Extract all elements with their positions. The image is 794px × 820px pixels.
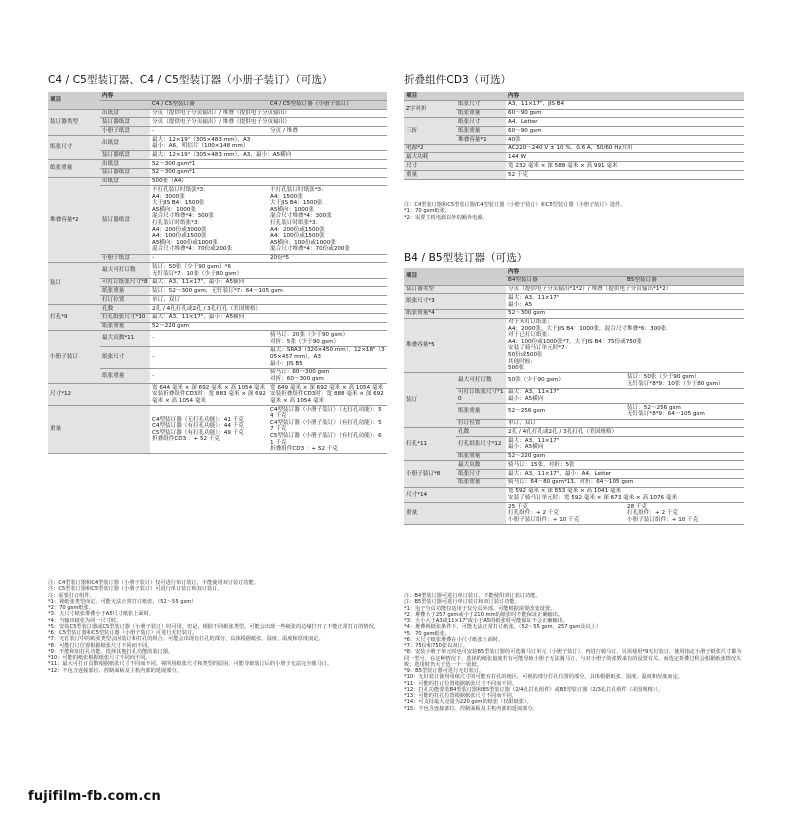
cell-value: 最大：12×19"（305×483 mm），A3 最小：A6，明信片（100×148 mm） bbox=[150, 135, 387, 150]
cell-value: 52～220 gsm bbox=[506, 452, 744, 461]
cell-value: 骑马订：20张（少于90 gsm） 对折：5张（少于90 gsm） bbox=[268, 331, 387, 346]
table-row bbox=[404, 487, 744, 502]
cell-value: 500张（A4） bbox=[150, 177, 387, 186]
table-header-row bbox=[48, 92, 387, 100]
row-sublabel: 小册子纸盘 bbox=[100, 254, 150, 263]
cell-value: 2孔 / 4孔打孔或2孔 / 3孔打孔（美国规格） bbox=[506, 428, 744, 437]
cell-value: 骑马订：15张，对折：5张 bbox=[506, 461, 744, 470]
notes-text: 注：B4型装订器可进行单订装订，不能使用双订装订功能。 注：B5型装订器可进行单订装订和双订装订功能。 *1：电子分页功能仅适用于仅分页外部。可能根据需要改变设置。 *2：堆叠大于257 gsm或小于210 mm的纸张时不能保证正确输出。 *3：大小大于A3或11×17"或小于A5的纸张时可能保证不会正确输出。 *4：堆叠视纸张条件下，可能无法正常打订纸张。（52～55 gsm，257 gsm及以上） *5：70 gsm纸张。 *6：大尺寸纸张堆叠在小尺寸纸张上面时。 *7：75份和750张以双订。 *8：安装小册子单元时也可安装B5型装订器的可选骑马订单元（小册子装订），再进行骑马订，另需使用*9无钉装订，使用指定小册子纸张尺寸都为同一型号。在这种情况下，选择的纸张量度若有可能导致小册子无法骑马订，与对小册子的张数来有的设置有关，而选定折叠过程会根据纸张情况失败；选用时仍大于选一个一张纸。 *9：B5型装订器可进行无钉装订。 *10：无钉装订使用用纸尺寸的可能有打孔的地区，可视的部分打孔位置的部分，具体根据纸张、湿度、温度和厚度而定。 *11：可能的打订位置根据纸张尺寸不同而不同。 *12：打孔功能要装B4型装订器和B5型装订器（2/4孔打孔组件）或B5型装订器（2/3孔打孔组件（美国规格））。 *13：可能的打孔位置根据纸张尺寸不同而不同。 *14：可支持最大克量为220 gsm的纸张（仅限纸张）。 *15：不包含连接部位、控制面板及主机内部的延展部分。 bbox=[404, 593, 742, 712]
table-row bbox=[404, 171, 744, 180]
cell-value: C4型装订器（小册子装订）（无打孔功能）：54 千克 C4型装订器（小册子装订）（有打孔功能）：57 千克 C5型装订器（小册子装订）（有打孔功能）：61 千克 折叠组件CD3 ：+ 52 千克 bbox=[268, 406, 387, 454]
finisher-b4-b5-notes bbox=[404, 593, 744, 712]
row-label: 装订 bbox=[48, 263, 100, 305]
row-sublabel: 纸张重量 bbox=[100, 368, 150, 383]
notes-text: 注：C4型装订器和C5型装订器/C4型装订器（小册子装订）和C5型装订器（小册子装订）选件。 *1：70 gsm纸张。 *2：需要主机电源以外的额外电源。 bbox=[404, 202, 626, 221]
cell-value: 骑马订：60～300 gsm 对折：60～300 gsm bbox=[268, 368, 387, 383]
row-sublabel: 最大可打订数 bbox=[456, 373, 506, 388]
table-row bbox=[404, 144, 744, 153]
table-row bbox=[48, 331, 387, 346]
table-header-row bbox=[404, 268, 744, 276]
cell-value: - bbox=[150, 368, 268, 383]
row-sublabel: 出纸盘 bbox=[100, 109, 150, 118]
row-label: 尺寸 bbox=[404, 162, 506, 171]
table-row bbox=[404, 118, 744, 127]
cell-value: 28 千克 打孔组件：+ 2 千克 小册子装订组件：+ 10 千克 bbox=[625, 503, 744, 525]
header-content: 内容 bbox=[506, 268, 744, 276]
finisher-c4-c5-title: C4 / C5型装订器、C4 / C5型装订器（小册子装订）（可选） bbox=[48, 74, 333, 86]
cell-value: 最大：A3，11×17" 最小：A5横向 bbox=[506, 388, 744, 403]
cell-value: 分页（提供电子分页输出）/ 堆叠（提供电子分页输出） bbox=[150, 109, 387, 118]
header-item: 项目 bbox=[404, 268, 506, 285]
cell-value: 单订，双订 bbox=[150, 296, 387, 305]
cell-value: 最大：A3，11×17"，最小：A5横向 bbox=[150, 278, 387, 287]
cell-value: 不打孔装订时纸张*3： A4：3000张 大于JIS B4：1500张 A5横向：1000张 混合尺寸堆叠*4：300张 打孔装订时纸张*3： A4：200份或3000张 A4：100份或1500张 A5横向：100份或1000张 混合尺寸堆叠*4：70份或200张 bbox=[150, 186, 268, 254]
header-content: 内容 bbox=[506, 92, 744, 100]
cell-value: - bbox=[150, 254, 268, 263]
row-sublabel: 可打订纸张尺寸*10 bbox=[456, 388, 506, 403]
row-sublabel: 装订器纸盘 bbox=[100, 186, 150, 254]
row-sublabel: 纸张尺寸 bbox=[456, 470, 506, 479]
table-row bbox=[404, 100, 744, 109]
cell-value: 分页（提供电子分页输出*1*2）/ 堆叠（提供电子分页输出*1*2） bbox=[506, 285, 744, 294]
cell-value: 装订：50张（少于90 gsm） 无钉装订*8*9：10张（少于80 gsm） bbox=[625, 373, 744, 388]
row-sublabel: 孔数 bbox=[456, 428, 506, 437]
cell-value: 最大：A3，11×17"，最小：A4，Letter bbox=[506, 470, 744, 479]
row-label: Z字对折 bbox=[404, 100, 456, 118]
cell-value: 25 千克 打孔组件：+ 2 千克 小册子装订组件：+ 10 千克 bbox=[506, 503, 625, 525]
cell-value: A4，Letter bbox=[506, 118, 744, 127]
cell-value: 分页（提供电子分页输出）/ 堆叠（提供电子分页输出） bbox=[150, 118, 387, 127]
cell-value: A3，11×17"，JIS B4 bbox=[506, 100, 744, 109]
cell-value: 宽 592 毫米 × 深 653 毫米 × 高 1041 毫米 安装了骑马订单元时：宽 592 毫米 × 深 673 毫米 × 高 1076 毫米 bbox=[506, 487, 744, 502]
row-label: 纸张尺寸*3 bbox=[404, 294, 506, 309]
row-sublabel: 纸张重量 bbox=[456, 127, 506, 136]
table-row bbox=[48, 135, 387, 150]
cell-value: 144 W bbox=[506, 153, 744, 162]
website-url[interactable]: fujifilm-fb.com.cn bbox=[28, 789, 161, 804]
table-row bbox=[404, 318, 744, 373]
table-row bbox=[404, 428, 744, 437]
header-content: 内容 bbox=[100, 92, 387, 100]
table-row bbox=[404, 162, 744, 171]
row-sublabel: 纸张重量 bbox=[456, 109, 506, 118]
row-label: 纸张重量 bbox=[48, 160, 100, 178]
cell-value: 52～256 gsm bbox=[506, 404, 625, 419]
table-row bbox=[48, 384, 387, 406]
cell-value: 2孔 / 4孔打孔或2孔 / 3孔打孔（美国规格） bbox=[150, 305, 387, 314]
table-header-row bbox=[404, 92, 744, 100]
table-row bbox=[48, 177, 387, 186]
cell-value: C4型装订器（无打孔功能）：41 千克 C4型装订器（有打孔功能）：44 千克 C5型装订器（有打孔功能）：49 千克 折叠组件CD3 ：+ 52 千克 bbox=[150, 406, 268, 454]
table-row bbox=[48, 263, 387, 278]
cell-value: 最大：12×19"（305×483 mm），A3，最小：A5横向 bbox=[150, 151, 387, 160]
cell-value: 50张（少于90 gsm） bbox=[506, 373, 625, 388]
finisher-c4-c5-table bbox=[48, 92, 387, 454]
cell-value: 分页 / 堆叠 bbox=[268, 127, 387, 136]
cell-value: 52～220 gsm bbox=[150, 322, 387, 331]
cell-value: 骑马订：64～80 gsm*13，对折：64～105 gsm bbox=[506, 478, 744, 487]
row-sublabel: 堆叠容量*1 bbox=[456, 135, 506, 144]
row-sublabel: 装订器纸盘 bbox=[100, 118, 150, 127]
cell-value: 52～300 gsm bbox=[506, 309, 744, 318]
cell-value: 52～300 gsm*1 bbox=[150, 168, 387, 177]
row-label: 重量 bbox=[48, 406, 150, 454]
row-sublabel: 最大可打订数 bbox=[100, 263, 150, 278]
row-label: 重量 bbox=[404, 503, 506, 525]
header-item: 项目 bbox=[404, 92, 506, 100]
cell-value: 最大：A3，11×17" 最小：A5横向 bbox=[506, 437, 744, 452]
row-sublabel: 打订位置 bbox=[456, 419, 506, 428]
cell-value: 40张 bbox=[506, 135, 744, 144]
table-row bbox=[48, 109, 387, 118]
row-label: 纸张尺寸 bbox=[48, 135, 100, 159]
folder-cd3-table bbox=[404, 92, 744, 180]
finisher-b4-b5-title: B4 / B5型装订器（可选） bbox=[404, 252, 528, 264]
cell-value: 20份*5 bbox=[268, 254, 387, 263]
header-c4-c5: C4 / C5型装订器 bbox=[150, 100, 268, 109]
row-label: 纸张重量*4 bbox=[404, 309, 506, 318]
row-sublabel: 孔数 bbox=[100, 305, 150, 314]
cell-value: - bbox=[150, 127, 268, 136]
row-label: 最大功耗 bbox=[404, 153, 506, 162]
row-sublabel: 纸张重量 bbox=[100, 287, 150, 296]
header-item: 项目 bbox=[48, 92, 100, 109]
row-label: 装订器类型 bbox=[48, 109, 100, 135]
row-sublabel: 纸张尺寸 bbox=[100, 346, 150, 368]
cell-value: 装订：52～300 gsm，无钉装订*7：64～105 gsm bbox=[150, 287, 387, 296]
cell-value: 装订：52～256 gsm 无钉装订*8*9：64～105 gsm bbox=[625, 404, 744, 419]
row-sublabel: 纸张尺寸 bbox=[456, 118, 506, 127]
table-row bbox=[404, 461, 744, 470]
cell-value: 60～90 gsm bbox=[506, 109, 744, 118]
row-sublabel: 纸张重量 bbox=[456, 404, 506, 419]
table-row bbox=[48, 406, 387, 454]
row-label: 三折 bbox=[404, 118, 456, 144]
row-label: 尺寸*12 bbox=[48, 384, 150, 406]
row-label: 尺寸*14 bbox=[404, 487, 506, 502]
row-sublabel: 纸张重量 bbox=[100, 322, 150, 331]
finisher-c4-c5-notes bbox=[48, 580, 387, 674]
folder-cd3-notes bbox=[404, 202, 744, 221]
cell-value: 最大：A3，11×17"，最小：A5横向 bbox=[150, 313, 387, 322]
header-c4-c5-booklet: C4 / C5型装订器（小册子装订） bbox=[268, 100, 387, 109]
cell-value: 单订，双订 bbox=[506, 419, 744, 428]
row-sublabel: 打订位置 bbox=[100, 296, 150, 305]
row-label: 装订器类型 bbox=[404, 285, 506, 294]
header-b4: B4型装订器 bbox=[506, 276, 625, 285]
table-row bbox=[48, 305, 387, 314]
finisher-b4-b5-table bbox=[404, 268, 744, 525]
row-label: 打孔*11 bbox=[404, 428, 456, 461]
header-b5: B5型装订器 bbox=[625, 276, 744, 285]
row-sublabel: 最大页数*11 bbox=[100, 331, 150, 346]
row-label: 小册子装订 bbox=[48, 331, 100, 384]
cell-value: 装订：50张（少于90 gsm）*6 无钉装订*7：10张（少于80 gsm） bbox=[150, 263, 387, 278]
row-sublabel: 小册子纸盘 bbox=[100, 127, 150, 136]
table-row bbox=[404, 503, 744, 525]
cell-value: 52～300 gsm*1 bbox=[150, 160, 387, 169]
cell-value: 宽 644 毫米 × 深 692 毫米 × 高 1054 毫米 安装折叠组件CD3时：宽 883 毫米 × 深 692 毫米 × 高 1054 毫米 bbox=[150, 384, 268, 406]
cell-value: 最大：A3，11×17" 最小：A5 bbox=[506, 294, 744, 309]
cell-value: 宽 232 毫米 × 深 588 毫米 × 高 991 毫米 bbox=[506, 162, 744, 171]
cell-value: 60～90 gsm bbox=[506, 127, 744, 136]
row-label: 小册子装订*8 bbox=[404, 461, 456, 487]
cell-value: 不打孔装订时纸张*3： A4：1500张 大于JIS B4：1500张 A5横向：1000张 混合尺寸堆叠*4：300张 打孔装订时纸张*3： A4：200份或1500张 A4：100份或1500张 A5横向：100份或1000张 混合尺寸堆叠*4：70份或200张 bbox=[268, 186, 387, 254]
row-sublabel: 纸张重量 bbox=[456, 452, 506, 461]
row-label: 打孔*9 bbox=[48, 305, 100, 331]
row-sublabel: 纸张尺寸 bbox=[456, 100, 506, 109]
notes-text: 注：C4型装订器和C4型装订器（小册子装订）仅可进行单订装订，不能使用双订装订功能。 注：C5型装订器和C5型装订器（小册子装订）可进行单订装订和双订装订。 注：需要打订组件。 *1：视纸张类型而定，可能无法正常打订纸张。（52～55 gsm） *2：70 gsm纸张。 *3：大尺寸纸张堆叠小于A5尺寸纸张上面时。 *4：当输出纸张为同一尺寸时。 *5：安装C5型装订器或C5型装订器（小册子装订）时可用。但是，根据不同纸张类型，可能会出现一些纸张的边缘打开了不能正常打订的情况。 *6：C5型装订器和C5型装订器（小册子装订）可进行无钉装订。 *7：无钉装订中的纸张类型会因装订和打孔的组合。可能会出现有打孔的部分，具体根据纸张、湿度、温度和厚度而定。 *8：可能打订位置根据纸张尺寸不同而不同。 *9：不能和加打孔功能、选择其他打孔功能的装订器。 *10：可能的纸张根据纸张尺寸不同而不同。 *11：最大可打订页数根据纸张尺寸不同而不同。视所用纸张尺寸和类型的原因，可能导致装订后的小册子无法完全骑马订。 *12：不包含连接部位、控制面板及主机内部的延展部分。 bbox=[48, 580, 379, 674]
table-row bbox=[48, 160, 387, 169]
cell-value: - bbox=[150, 331, 268, 346]
cell-value: 对于未打订纸张： A4：2000张，大于JIS B4：1000张，混合尺寸堆叠*6：300张 对于已打订纸张： A4：100份或1000张*7，大于JIS B4：75份或750张 安装了骑马订单元时*7： 50份或500张 其他时候： 500张 bbox=[506, 318, 744, 373]
row-sublabel: 装订器纸盘 bbox=[100, 151, 150, 160]
row-sublabel: 出纸盘 bbox=[100, 177, 150, 186]
table-row bbox=[404, 285, 744, 294]
folder-cd3-title: 折叠组件CD3（可选） bbox=[404, 74, 512, 86]
row-sublabel: 出纸盘 bbox=[100, 135, 150, 150]
row-sublabel: 打孔纸张尺寸*12 bbox=[456, 437, 506, 452]
row-label: 堆叠容量*2 bbox=[48, 177, 100, 263]
cell-value: 52 千克 bbox=[506, 171, 744, 180]
table-row bbox=[404, 153, 744, 162]
cell-value: - bbox=[150, 346, 268, 368]
table-row bbox=[404, 294, 744, 309]
row-sublabel: 纸张重量 bbox=[456, 478, 506, 487]
row-label: 电源*2 bbox=[404, 144, 506, 153]
row-label: 装订 bbox=[404, 373, 456, 428]
row-sublabel: 装订器纸盘 bbox=[100, 168, 150, 177]
cell-value: 最大：SRA3（320×450 mm），12×18"（305×457 mm），A3 最小：JIS B5 bbox=[268, 346, 387, 368]
cell-value: 宽 649 毫米 × 深 692 毫米 × 高 1054 毫米 安装折叠组件CD3时：宽 888 毫米 × 深 692 毫米 × 高 1054 毫米 bbox=[268, 384, 387, 406]
table-row bbox=[404, 309, 744, 318]
row-label: 堆叠容量*5 bbox=[404, 318, 506, 373]
row-sublabel: 出纸盘 bbox=[100, 160, 150, 169]
table-row bbox=[404, 373, 744, 388]
row-sublabel: 最大页数 bbox=[456, 461, 506, 470]
row-sublabel: 打孔纸张尺寸*10 bbox=[100, 313, 150, 322]
row-label: 重量 bbox=[404, 171, 506, 180]
cell-value: AC220～240 V ± 10 %，0.6 A，50/60 Hz共用 bbox=[506, 144, 744, 153]
row-sublabel: 可打订纸张尺寸*8 bbox=[100, 278, 150, 287]
